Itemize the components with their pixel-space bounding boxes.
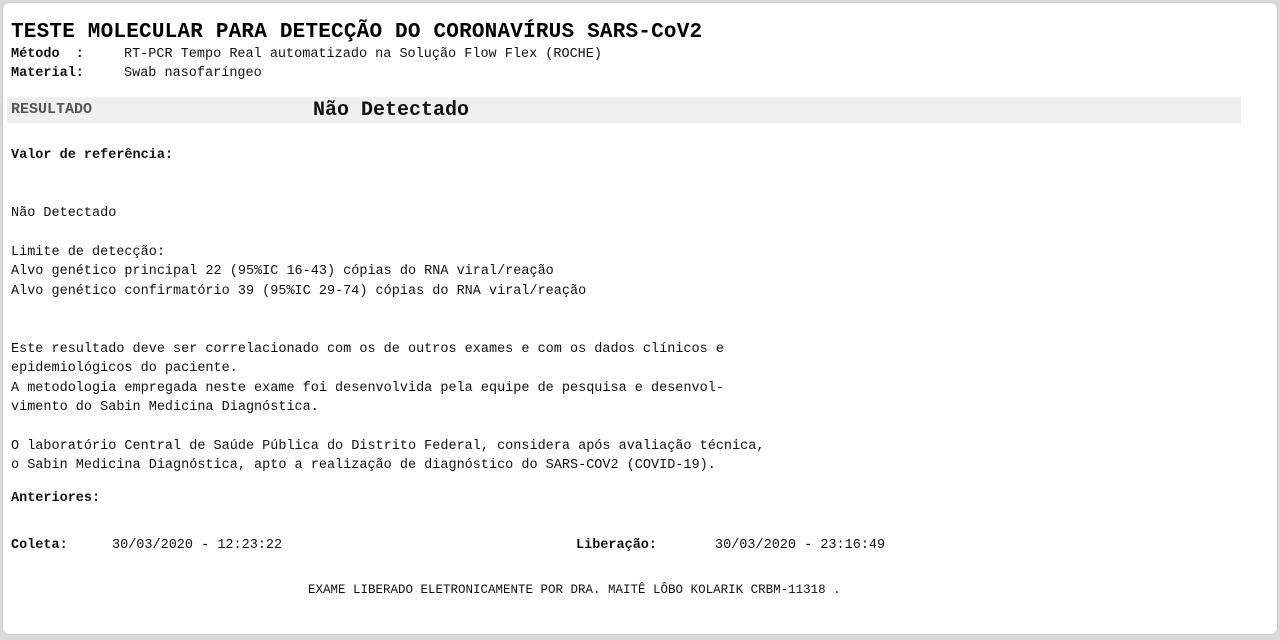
method-label: Método :: [11, 47, 84, 62]
note-line: Este resultado deve ser correlacionado com os de outros exames e com os dados clínicos e: [11, 342, 724, 357]
method-value: RT-PCR Tempo Real automatizado na Solução Flow Flex (ROCHE): [124, 47, 602, 62]
report-title: TESTE MOLECULAR PARA DETECÇÃO DO CORONAVÍRUS SARS-CoV2: [11, 21, 703, 44]
detection-limit-line: Alvo genético principal 22 (95%IC 16-43) cópias do RNA viral/reação: [11, 264, 554, 279]
material-label: Material:: [11, 66, 84, 81]
result-label: RESULTADO: [11, 101, 93, 118]
note-line: vimento do Sabin Medicina Diagnóstica.: [11, 400, 319, 415]
collection-label: Coleta:: [11, 538, 68, 553]
release-signature-note: EXAME LIBERADO ELETRONICAMENTE POR DRA. MAITÊ LÔBO KOLARIK CRBM-11318 .: [308, 583, 841, 597]
reference-label: Valor de referência:: [11, 148, 174, 163]
note-line: epidemiológicos do paciente.: [11, 361, 238, 376]
release-value: 30/03/2020 - 23:16:49: [715, 538, 886, 553]
note-line: O laboratório Central de Saúde Pública do Distrito Federal, considera após avaliação técnica,: [11, 439, 765, 454]
material-value: Swab nasofaríngeo: [124, 66, 262, 81]
previous-label: Anteriores:: [11, 491, 101, 506]
collection-value: 30/03/2020 - 12:23:22: [112, 538, 283, 553]
note-line: A metodologia empregada neste exame foi desenvolvida pela equipe de pesquisa e desenvol-: [11, 381, 724, 396]
reference-value: Não Detectado: [11, 206, 117, 221]
release-label: Liberação:: [576, 538, 658, 553]
detection-limit-line: Alvo genético confirmatório 39 (95%IC 29-74) cópias do RNA viral/reação: [11, 284, 587, 299]
detection-limit-heading: Limite de detecção:: [11, 245, 165, 260]
result-bar: [7, 97, 1241, 123]
result-value: Não Detectado: [313, 99, 470, 122]
note-line: o Sabin Medicina Diagnóstica, apto a realização de diagnóstico do SARS-COV2 (COVID-19).: [11, 458, 716, 473]
lab-report-sheet: [3, 3, 1277, 634]
